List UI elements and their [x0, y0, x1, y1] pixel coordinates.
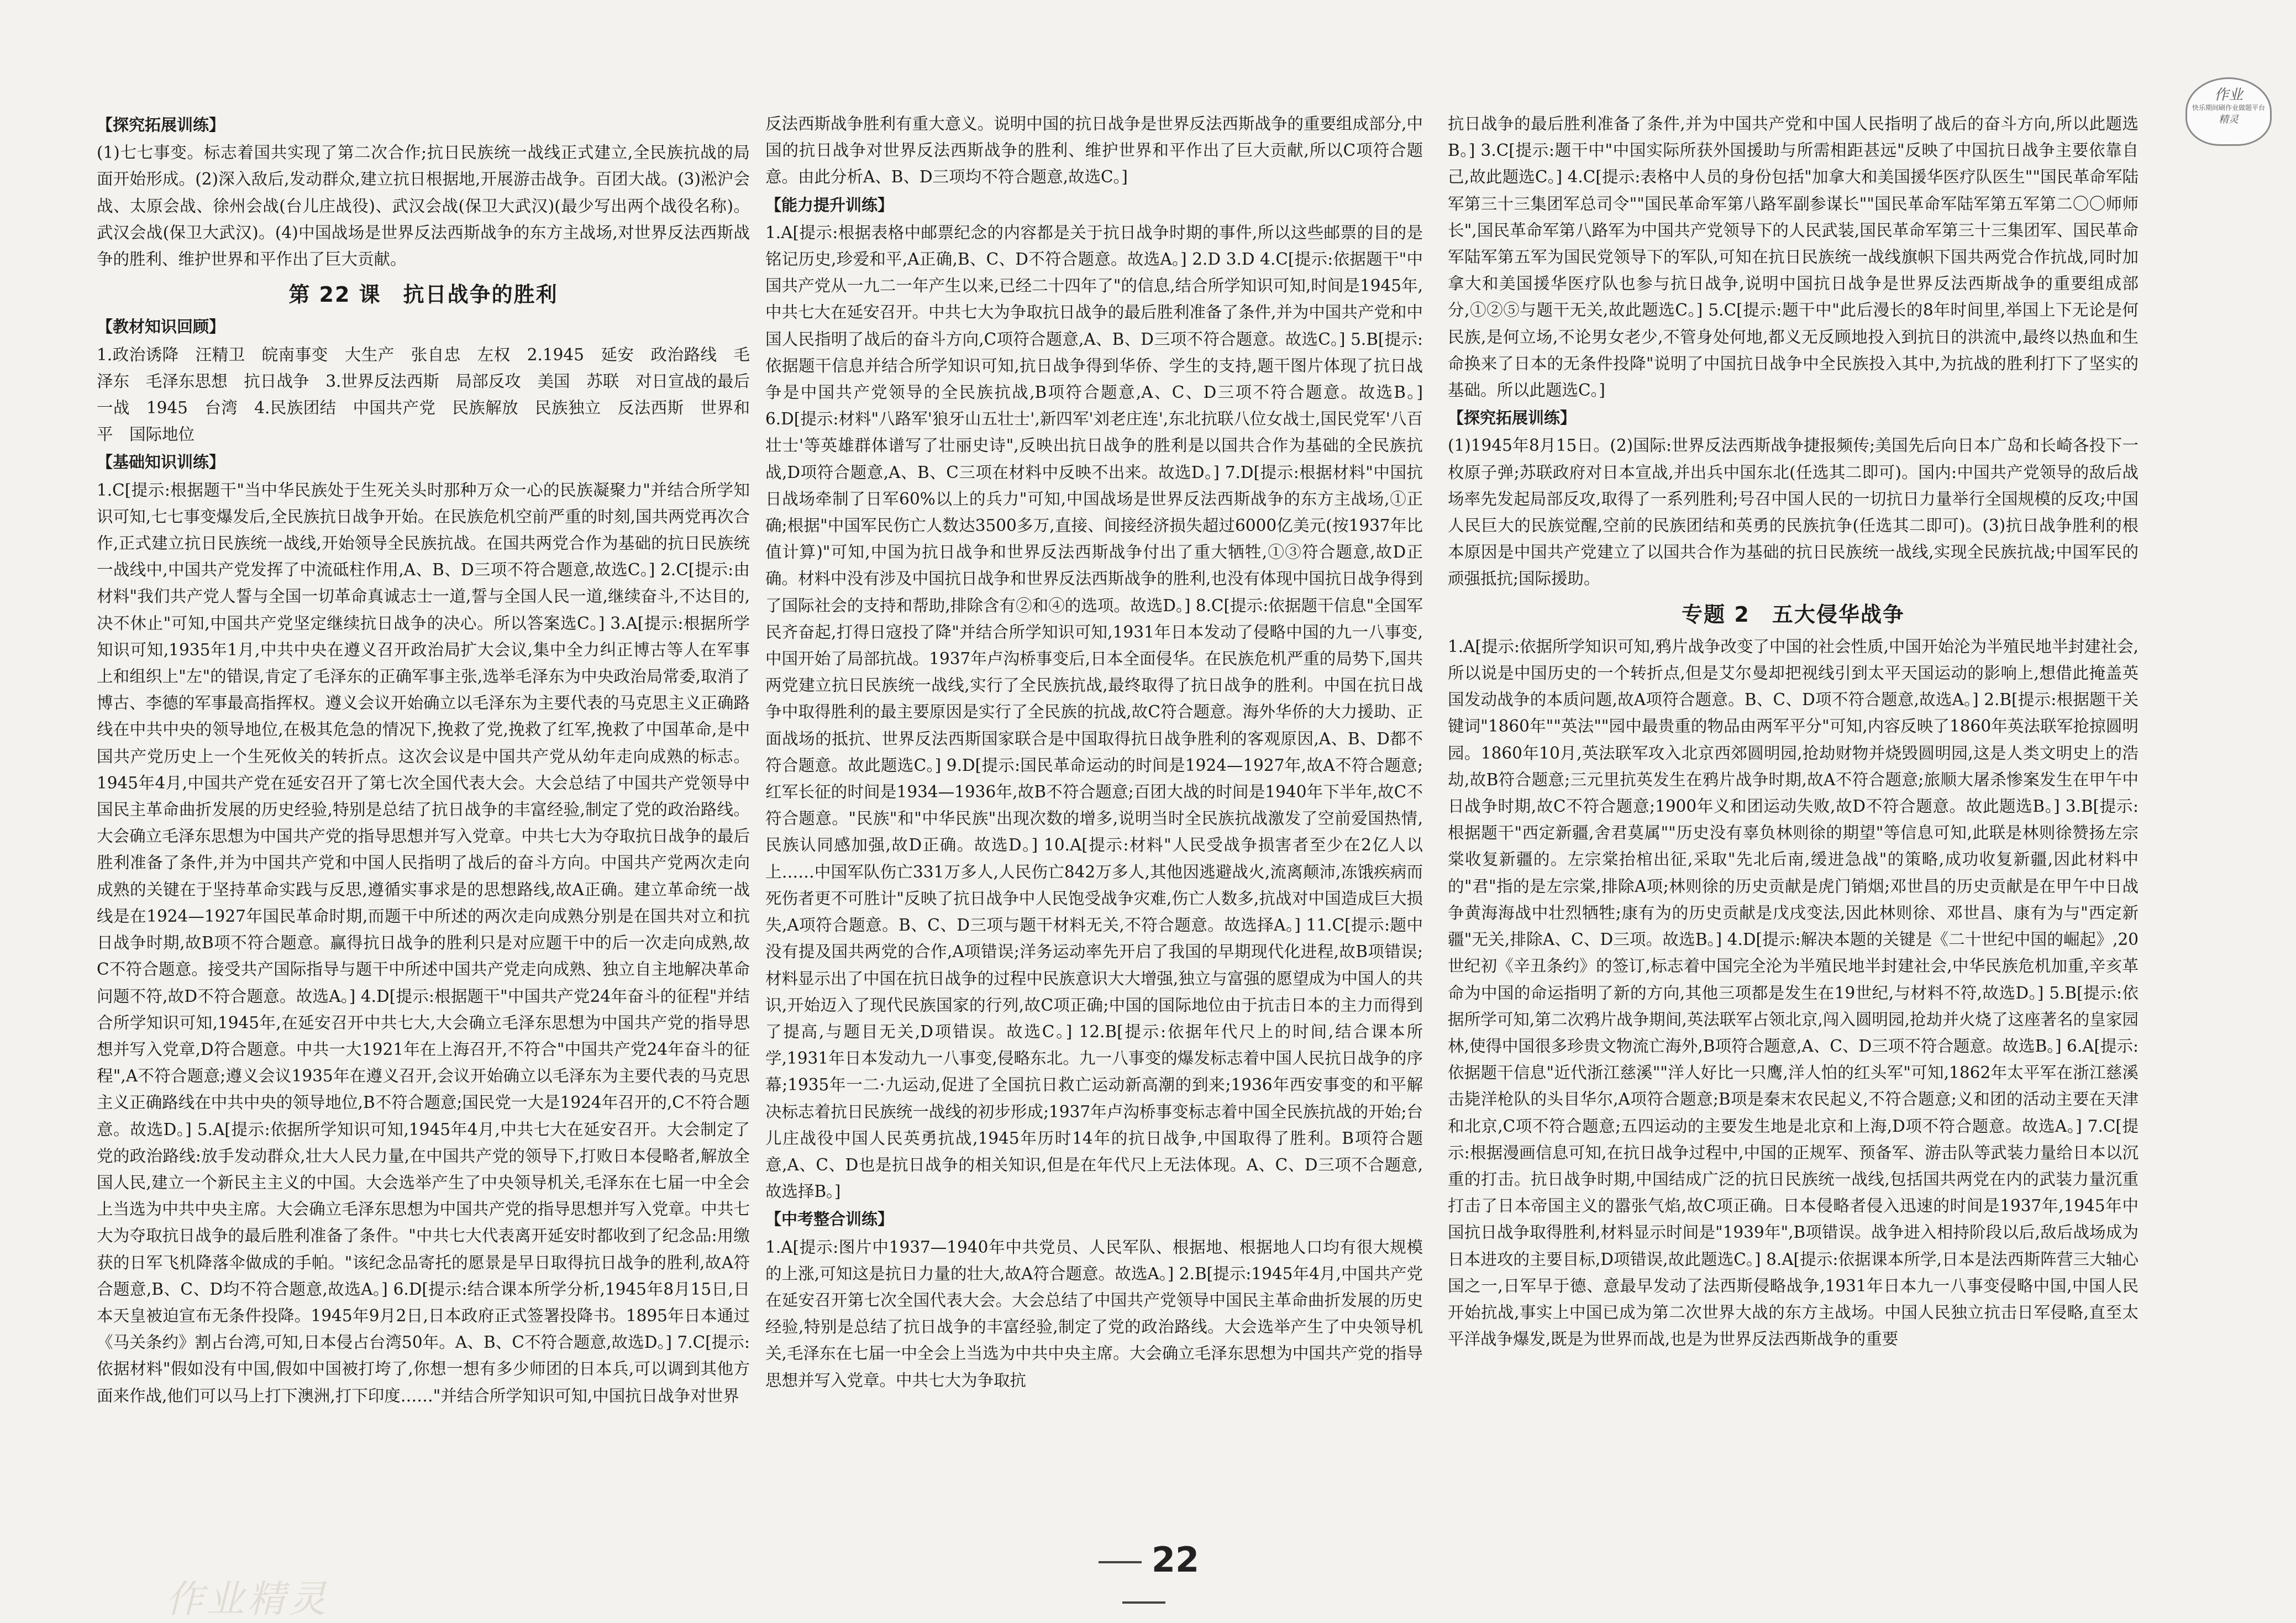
textbook-answers: 1.政治诱降 汪精卫 皖南事变 大生产 张自忠 左权 2.1945 延安 政治路线 毛泽东 毛泽东思想 抗日战争 3.世界反法西斯 局部反攻 美国 苏联 对日宣战的最后一战 1945 台湾 4.民族团结 中国共产党 民族解放 民族独立 反法西斯 世界和平 国际地位: [97, 345, 750, 444]
basic-answers: 1.C[提示:根据题干"当中华民族处于生死关头时那种万众一心的民族凝聚力"并结合所学知识可知,七七事变爆发后,全民族抗日战争开始。在民族危机空前严重的时刻,国共两党再次合作,正式建立抗日民族统一战线,开始领导全民族抗战。在国共两党合作为基础的抗日民族统一战线中,中国共产党发挥了中流砥柱作用,A、B、D三项不符合题意,故选C。] 2.C[提示:由材料"我们共产党人誓与全国一切革命真诚志士一道,誓与全国人民一道,继续奋斗,不达目的,决不休止"可知,中国共产党坚定继续抗日战争的决心。所以答案选C。] 3.A[提示:根据所学知识可知,1935年1月,中共中央在遵义召开政治局扩大会议,集中全力纠正博古等人在军事上和组织上"左"的错误,肯定了毛泽东的正确军事主张,选举毛泽东为中央政治局常委,取消了博古、李德的军事最高指挥权。遵义会议开始确立以毛泽东为主要代表的马克思主义正确路线在中共中央的领导地位,在极其危急的情况下,挽救了党,挽救了红军,挽救了中国革命,是中国共产党历史上一个生死攸关的转折点。这次会议是中国共产党从幼年走向成熟的标志。1945年4月,中国共产党在延安召开了第七次全国代表大会。大会总结了中国共产党领导中国民主革命曲折发展的历史经验,特别是总结了抗日战争的丰富经验,制定了党的政治路线。大会确立毛泽东思想为中国共产党的指导思想并写入党章。中共七大为夺取抗日战争的最后胜利准备了条件,并为中国共产党和中国人民指明了战后的奋斗方向。中国共产党两次走向成熟的关键在于坚持革命实践与反思,遵循实事求是的思想路线,故A正确。建立革命统一战线是在1924—1927年国民革命时期,而题干中所述的两次走向成熟分别是在国共对立和抗日战争时期,故B项不符合题意。赢得抗日战争的胜利只是对应题干中的后一次走向成熟,故C不符合题意。接受共产国际指导与题干中所述中国共产党走向成熟、独立自主地解决革命问题不符,故D不符合题意。故选A。] 4.D[提示:根据题干"中国共产党24年奋斗的征程"并结合所学知识可知,1945年,在延安召开中共七大,大会确立毛泽东思想为中国共产党的指导思想并写入党章,D符合题意。中共一大1921年在上海召开,不符合"中国共产党24年奋斗的征程",A不符合题意;遵义会议1935年在遵义召开,会议开始确立以毛泽东为主要代表的马克思主义正确路线在中共中央的领导地位,B不符合题意;国民党一大是1924年召开的,C不符合题意。故选D。] 5.A[提示:依据所学知识可知,1945年4月,中共七大在延安召开。大会制定了党的政治路线:放手发动群众,壮大人民力量,在中国共产党的领导下,打败日本侵略者,解放全国人民,建立一个新民主主义的中国。大会选举产生了中央领导机关,毛泽东在七届一中全会上当选为中共中央主席。大会确立毛泽东思想为中国共产党的指导思想并写入党章。中共七大为夺取抗日战争的最后胜利准备了条件。"中共七大代表离开延安时都收到了纪念品:用缴获的日军飞机降落伞做成的手帕。"该纪念品寄托的愿景是早日取得抗日战争的胜利,故A符合题意,B、C、D均不符合题意,故选A。] 6.D[提示:结合课本所学分析,1945年8月15日,日本天皇被迫宣布无条件投降。1945年9月2日,日本政府正式签署投降书。1895年日本通过《马关条约》割占台湾,可知,日本侵占台湾50年。A、B、C不符合题意,故选D。] 7.C[提示:依据材料"假如没有中国,假如中国被打垮了,你想一想有多少师团的日本兵,可以调到其他方面来作战,他们可以马上打下澳洲,打下印度……"并结合所学知识可知,中国抗日战争对世界: [97, 480, 750, 1405]
section-head-textbook: 【教材知识回顾】: [97, 317, 225, 337]
left-column: [97, 111, 750, 1514]
section-head-explore-right: 【探究拓展训练】: [1448, 408, 1577, 428]
section-head-explore: 【探究拓展训练】: [97, 115, 225, 134]
ability-answers: 1.A[提示:根据表格中邮票纪念的内容都是关于抗日战争时期的事件,所以这些邮票的目的是铭记历史,珍爱和平,A正确,B、C、D不符合题意。故选A。] 2.D 3.D 4.C[提示:依据题干"中国共产党从一九二一年产生以来,已经二十四年了"的信息,结合所学知识可知,时间是1945年,中共七大在延安召开。中共七大为争取抗日战争的最后胜利准备了条件,并为中国共产党和中国人民指明了战后的奋斗方向,C项符合题意,A、B、D三项不符合题意。故选C。] 5.B[提示:依据题干信息并结合所学知识可知,抗日战争得到华侨、学生的支持,题干图片体现了抗日战争是中国共产党领导的全民族抗战,B项符合题意,A、C、D三项不符合题意。故选B。] 6.D[提示:材料"八路军'狼牙山五壮士',新四军'刘老庄连',东北抗联八位女战士,国民党军'八百壮士'等英雄群体谱写了壮丽史诗",反映出抗日战争的胜利是以国共合作为基础的全民族抗战,D项符合题意,A、B、C三项在材料中反映不出来。故选D。] 7.D[提示:根据材料"中国抗日战场牵制了日军60%以上的兵力"可知,中国战场是世界反法西斯战争的东方主战场,①正确;根据"中国军民伤亡人数达3500多万,直接、间接经济损失超过6000亿美元(按1937年比值计算)"可知,中国为抗日战争和世界反法西斯战争付出了重大牺牲,①③符合题意,故D正确。材料中没有涉及中国抗日战争和世界反法西斯战争的胜利,也没有体现中国抗日战争得到了国际社会的支持和帮助,排除含有②和④的选项。故选D。] 8.C[提示:依据题干信息"全国军民齐奋起,打得日寇投了降"并结合所学知识可知,1931年日本发动了侵略中国的九一八事变,中国开始了局部抗战。1937年卢沟桥事变后,日本全面侵华。在民族危机严重的局势下,国共两党建立抗日民族统一战线,实行了全民族抗战,最终取得了抗日战争的胜利。中国在抗日战争中取得胜利的最主要原因是实行了全民族的抗战,故C符合题意。海外华侨的大力援助、正面战场的抵抗、世界反法西斯国家联合是中国取得抗日战争胜利的客观原因,A、B、D都不符合题意。故此题选C。] 9.D[提示:国民革命运动的时间是1924—1927年,故A不符合题意;红军长征的时间是1934—1936年,故B不符合题意;百团大战的时间是1940年下半年,故C不符合题意。"民族"和"中华民族"出现次数的增多,说明当时全民族抗战激发了空前爱国热情,民族认同感加强,故D正确。故选D。] 10.A[提示:材料"人民受战争损害者至少在2亿人以上……中国军队伤亡331万多人,人民伤亡842万多人,其他因逃避战火,流离颠沛,冻饿疾病而死伤者更不可胜计"反映了抗日战争中人民饱受战争灾难,伤亡人数多,抗战对中国造成巨大损失,A项符合题意。B、C、D三项与题干材料无关,不符合题意。故选择A。] 11.C[提示:题中没有提及国共两党的合作,A项错误;洋务运动率先开启了我国的早期现代化进程,故B项错误;材料显示出了中国在抗日战争的过程中民族意识大大增强,独立与富强的愿望成为中国人的共识,开始迈入了现代民族国家的行列,故C项正确;中国的国际地位由于抗击日本的主力而得到了提高,与题目无关,D项错误。故选C。] 12.B[提示:依据年代尺上的时间,结合课本所学,1931年日本发动九一八事变,侵略东北。九一八事变的爆发标志着中国人民抗日战争的序幕;1935年一二·九运动,促进了全国抗日救亡运动新高潮的到来;1936年西安事变的和平解决标志着抗日民族统一战线的初步形成;1937年卢沟桥事变标志着中国全民族抗战的开始;台儿庄战役中国人民英勇抗战,1945年历时14年的抗日战争,中国取得了胜利。B项符合题意,A、C、D也是抗日战争的相关知识,但是在年代尺上无法体现。A、C、D三项不合题意,故选择B。]: [765, 223, 1423, 1201]
section-head-basic: 【基础知识训练】: [97, 453, 225, 472]
page-number-value: 22: [1151, 1540, 1200, 1580]
page-number-dash-right: [1122, 1601, 1165, 1604]
stamp-text-top: 作业: [2214, 87, 2243, 103]
watermark: 作业精灵: [166, 1578, 330, 1621]
explore-answers: (1)七七事变。标志着国共实现了第二次合作;抗日民族统一战线正式建立,全民族抗战的局面开始形成。(2)深入敌后,发动群众,建立抗日根据地,开展游击战争。百团大战。(3)淞沪会战、太原会战、徐州会战(台儿庄战役)、武汉会战(保卫大武汉)(最少写出两个战役名称)。武汉会战(保卫大武汉)。(4)中国战场是世界反法西斯战争的东方主战场,对世界反法西斯战争的胜利、维护世界和平作出了巨大贡献。: [97, 143, 750, 269]
right-column: [1448, 111, 2139, 1514]
stamp-text-bottom: 精灵: [2219, 114, 2239, 125]
section-head-ability: 【能力提升训练】: [765, 195, 894, 214]
topic-title: 专题 2 五大侵华战争: [1682, 602, 1905, 627]
topic-answers: 1.A[提示:依据所学知识可知,鸦片战争改变了中国的社会性质,中国开始沦为半殖民地半封建社会,所以说是中国历史的一个转折点,但是艾尔曼却把视线引到太平天国运动的影响上,想借此掩盖英国发动战争的本质问题,故A项符合题意。B、C、D项不符合题意,故选A。] 2.B[提示:根据题干关键词"1860年""英法""园中最贵重的物品由两军平分"可知,内容反映了1860年英法联军抢掠圆明园。1860年10月,英法联军攻入北京西郊圆明园,抢劫财物并烧毁圆明园,这是人类文明史上的浩劫,故B符合题意;三元里抗英发生在鸦片战争时期,故A不符合题意;旅顺大屠杀惨案发生在甲午中日战争时期,故C不符合题意;1900年义和团运动失败,故D不符合题意。故此题选B。] 3.B[提示:根据题干"西定新疆,舍君莫属""历史没有辜负林则徐的期望"等信息可知,此联是林则徐赞扬左宗棠收复新疆的。左宗棠抬棺出征,采取"先北后南,缓进急战"的策略,成功收复新疆,因此材料中的"君"指的是左宗棠,排除A项;林则徐的历史贡献是虎门销烟;邓世昌的历史贡献是在甲午中日战争黄海海战中壮烈牺牲;康有为的历史贡献是戊戌变法,因此林则徐、邓世昌、康有为与"西定新疆"无关,排除A、C、D三项。故选B。] 4.D[提示:解决本题的关键是《二十世纪中国的崛起》,20世纪初《辛丑条约》的签订,标志着中国完全沦为半殖民地半封建社会,中华民族危机加重,辛亥革命为中国的命运指明了新的方向,其他三项都是发生在19世纪,与材料不符,故选D。] 5.B[提示:依据所学可知,第二次鸦片战争期间,英法联军占领北京,闯入圆明园,抢劫并火烧了这座著名的皇家园林,使得中国很多珍贵文物流亡海外,B项符合题意,A、C、D三项不符合题意。故选B。] 6.A[提示:依据题干信息"近代浙江慈溪""洋人好比一只鹰,洋人怕的红头军"可知,1862年太平军在浙江慈溪击毙洋枪队的头目华尔,A项符合题意;B项是秦末农民起义,不符合题意;义和团的活动主要在天津和北京,C项不符合题意;五四运动的主要发生地是北京和上海,D项不符合题意。故选A。] 7.C[提示:根据漫画信息可知,在抗日战争过程中,中国的正规军、预备军、游击队等武装力量给日本以沉重的打击。抗日战争时期,中国结成广泛的抗日民族统一战线,包括国共两党在内的武装力量沉重打击了日本帝国主义的嚣张气焰,故C项正确。日本侵略者侵入迅速的时间是1937年,1945年中国抗日战争取得胜利,材料显示时间是"1939年",B项错误。战争进入相持阶段以后,敌后战场成为日本进攻的主要目标,D项错误,故此题选C。] 8.A[提示:依据课本所学,日本是法西斯阵营三大轴心国之一,日军早于德、意最早发动了法西斯侵略战争,1931年日本九一八事变侵略中国,中国人民开始抗战,事实上中国已成为第二次世界大战的东方主战场。中国人民独立抗击日军侵略,直至太平洋战争爆发,既是为世界而战,也是为世界反法西斯战争的重要: [1448, 637, 2139, 1349]
stamp-logo: [2185, 77, 2272, 146]
exam-answers: 1.A[提示:图片中1937—1940年中共党员、人民军队、根据地、根据地人口均有很大规模的上涨,可知这是抗日力量的壮大,故A符合题意。故选A。] 2.B[提示:1945年4月,中国共产党在延安召开第七次全国代表大会。大会总结了中国共产党领导中国民主革命曲折发展的历史经验,特别是总结了抗日战争的丰富经验,制定了党的政治路线。大会选举产生了中央领导机关,毛泽东在七届一中全会上当选为中共中央主席。大会确立毛泽东思想为中国共产党的指导思想并写入党章。中共七大为争取抗: [765, 1237, 1423, 1390]
continued-answers-right: 抗日战争的最后胜利准备了条件,并为中国共产党和中国人民指明了战后的奋斗方向,所以此题选B。] 3.C[提示:题干中"中国实际所获外国援助与所需相距甚远"反映了中国抗日战争主要依靠自己,故此题选C。] 4.C[提示:表格中人员的身份包括"加拿大和美国援华医疗队医生""国民革命军陆军第三十三集团军总司令""国民革命军第八路军副参谋长""国民革命军陆军第五军第二〇〇师师长",国民革命军第八路军为中国共产党领导下的人民武装,国民革命军第三十三集团军、国民革命军陆军第五军为国民党领导下的军队,可知在抗日民族统一战线旗帜下国共两党合作抗战,同时加拿大和美国援华医疗队也参与抗日战争,说明中国抗日战争是世界反法西斯战争的重要组成部分,①②⑤与题干无关,故此题选C。] 5.C[提示:题干中"此后漫长的8年时间里,举国上下无论是何民族,是何立场,不论男女老少,不管身处何地,都义无反顾地投入到抗日的洪流中,最终以热血和生命换来了日本的无条件投降"说明了中国抗日战争中全民族投入其中,为抗战的胜利打下了坚实的基础。所以此题选C。]: [1448, 114, 2139, 400]
continued-answers: 反法西斯战争胜利有重大意义。说明中国的抗日战争是世界反法西斯战争的重要组成部分,中国的抗日战争对世界反法西斯战争的胜利、维护世界和平作出了巨大贡献,所以C项符合题意。由此分析A、B、D三项均不符合题意,故选C。]: [765, 114, 1423, 187]
page-number-dash-left: [1099, 1561, 1142, 1563]
lesson-title: 第 22 课 抗日战争的胜利: [288, 282, 558, 307]
page-number: [1072, 1540, 1216, 1620]
middle-column: [765, 111, 1423, 1514]
stamp-text-middle: 快乐期间刷作业做题平台: [2192, 104, 2265, 112]
section-head-exam: 【中考整合训练】: [765, 1210, 894, 1229]
explore-answers-right: (1)1945年8月15日。(2)国际:世界反法西斯战争捷报频传;美国先后向日本广岛和长崎各投下一枚原子弹;苏联政府对日本宣战,并出兵中国东北(任选其二即可)。国内:中国共产党领导的敌后战场率先发起局部反攻,取得了一系列胜利;号召中国人民的一切抗日力量举行全国规模的反攻;中国人民巨大的民族觉醒,空前的民族团结和英勇的民族抗争(任选其二即可)。(3)抗日战争胜利的根本原因是中国共产党建立了以国共合作为基础的抗日民族统一战线,实现全民族抗战;中国军民的顽强抵抗;国际援助。: [1448, 436, 2139, 589]
